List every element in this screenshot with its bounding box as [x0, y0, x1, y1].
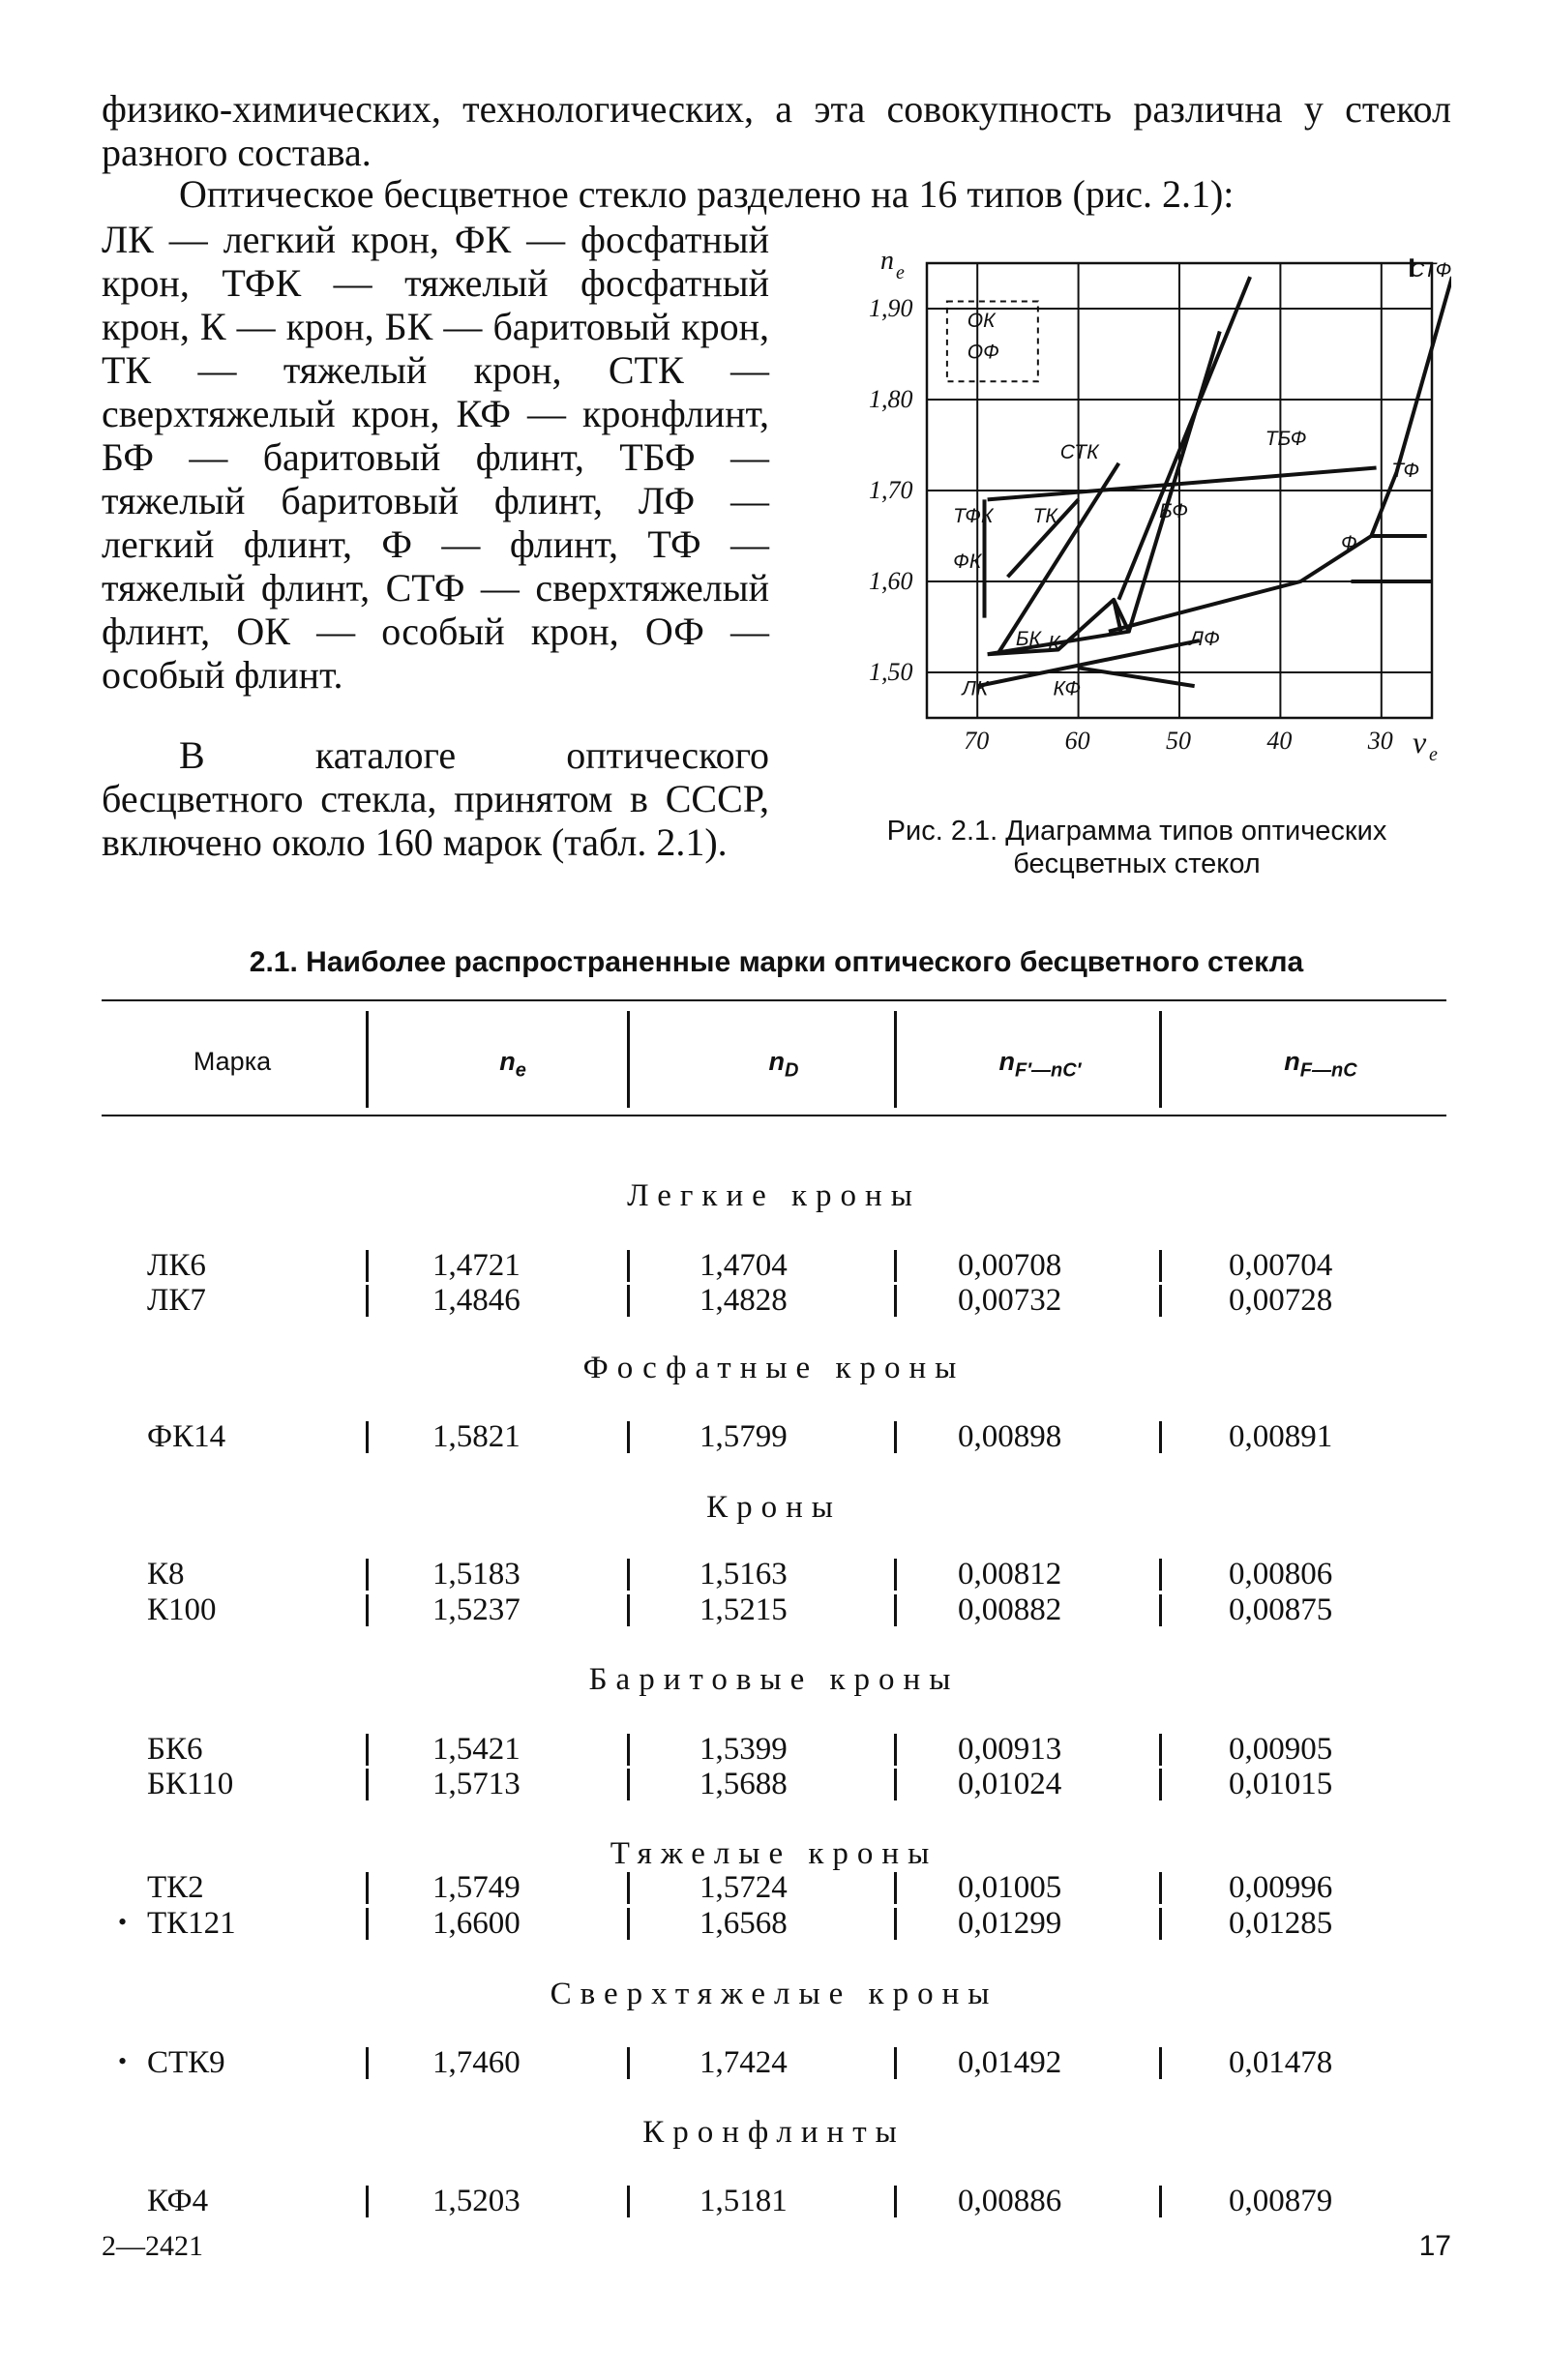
region-label: БК — [1015, 627, 1041, 650]
cell-nf-nc: 0,01478 — [1229, 2045, 1333, 2080]
header-nf-prime-minus-nc-prime: $n_{F'—nC'}$ — [998, 1047, 1082, 1082]
x-tick-label: 40 — [1266, 727, 1293, 755]
figure-glass-types-diagram — [822, 247, 1451, 788]
cell-nf-nc: 0,00905 — [1229, 1732, 1333, 1767]
group-title: Легкие кроны — [627, 1178, 921, 1213]
column-divider — [1159, 2047, 1162, 2079]
header-divider — [366, 1011, 369, 1108]
cell-nf-nc: 0,00996 — [1229, 1870, 1333, 1905]
cell-nd: 1,5688 — [700, 1767, 788, 1801]
cell-ne: 1,5421 — [432, 1732, 521, 1767]
cell-nf-nc: 0,01015 — [1229, 1767, 1333, 1801]
column-divider — [627, 2186, 630, 2217]
bullet-marker: • — [118, 1908, 128, 1936]
cell-nf-nc: 0,00704 — [1229, 1248, 1333, 1283]
column-divider — [894, 1421, 897, 1453]
header-divider — [1159, 1011, 1162, 1108]
cell-brand: БК6 — [147, 1732, 203, 1767]
header-divider — [894, 1011, 897, 1108]
region-boundary — [1118, 277, 1250, 600]
column-divider — [366, 1908, 369, 1940]
region-label: БФ — [1159, 500, 1189, 523]
cell-brand: БК110 — [147, 1767, 234, 1801]
column-divider — [627, 2047, 630, 2079]
column-divider — [1159, 1250, 1162, 1282]
cell-brand: К8 — [147, 1557, 185, 1592]
column-divider — [1159, 1559, 1162, 1591]
column-divider — [1159, 1872, 1162, 1904]
cell-ne: 1,4846 — [432, 1283, 521, 1318]
paragraph-types-intro: Оптическое бесцветное стекло разделено на 16 типов (рис. 2.1): — [179, 172, 1235, 216]
region-label: ОФ — [967, 341, 999, 364]
cell-nf-nc: 0,00728 — [1229, 1283, 1333, 1318]
cell-brand: КФ4 — [147, 2184, 209, 2218]
cell-brand: К100 — [147, 1592, 217, 1627]
column-divider — [1159, 1908, 1162, 1940]
column-divider — [1159, 1769, 1162, 1800]
cell-brand: ТК121 — [147, 1906, 236, 1941]
region-label: ТБФ — [1265, 428, 1307, 450]
cell-ne: 1,4721 — [432, 1248, 521, 1283]
region-boundary — [977, 640, 1200, 686]
column-divider — [366, 1559, 369, 1591]
cell-nf-prime-nc-prime: 0,01299 — [958, 1906, 1062, 1941]
cell-nf-prime-nc-prime: 0,00913 — [958, 1732, 1062, 1767]
cell-nd: 1,5163 — [700, 1557, 788, 1592]
x-tick-label: 50 — [1166, 727, 1191, 755]
column-divider — [894, 1769, 897, 1800]
cell-nf-nc: 0,00879 — [1229, 2184, 1333, 2218]
cell-nf-prime-nc-prime: 0,00708 — [958, 1248, 1062, 1283]
cell-nf-nc: 0,01285 — [1229, 1906, 1333, 1941]
region-label: ТФК — [953, 504, 994, 527]
column-divider — [366, 1285, 369, 1317]
column-divider — [627, 1769, 630, 1800]
cell-nd: 1,5215 — [700, 1592, 788, 1627]
column-divider — [366, 1872, 369, 1904]
cell-ne: 1,5183 — [432, 1557, 521, 1592]
cell-nd: 1,4828 — [700, 1283, 788, 1318]
region-label: ТК — [1032, 504, 1057, 527]
cell-nf-prime-nc-prime: 0,00882 — [958, 1592, 1062, 1627]
region-label: ЛК — [962, 677, 989, 700]
region-boundary — [988, 468, 1377, 500]
x-axis-label-sub: e — [1429, 744, 1438, 765]
cell-brand: ЛК6 — [147, 1248, 206, 1283]
cell-nd: 1,5724 — [700, 1870, 788, 1905]
column-divider — [366, 1769, 369, 1800]
x-tick-label: 30 — [1367, 727, 1393, 755]
y-tick-label: 1,90 — [869, 294, 913, 322]
column-divider — [894, 1285, 897, 1317]
region-label: Ф — [1341, 532, 1357, 555]
column-divider — [894, 1734, 897, 1766]
column-divider — [627, 1285, 630, 1317]
cell-brand: ЛК7 — [147, 1283, 206, 1318]
column-divider — [366, 1421, 369, 1453]
header-divider — [627, 1011, 630, 1108]
region-label: КФ — [1053, 677, 1082, 700]
cell-nd: 1,4704 — [700, 1248, 788, 1283]
cell-brand: ТК2 — [147, 1870, 204, 1905]
cell-nf-prime-nc-prime: 0,00812 — [958, 1557, 1062, 1592]
region-label: ЛФ — [1189, 627, 1220, 650]
column-divider — [366, 1594, 369, 1626]
footer-code: 2—2421 — [102, 2230, 203, 2262]
header-nd: $n_D$ — [768, 1047, 799, 1082]
column-divider — [627, 1250, 630, 1282]
bullet-marker: • — [118, 2047, 128, 2075]
column-divider — [894, 1559, 897, 1591]
column-divider — [894, 2186, 897, 2217]
group-title: Кроны — [706, 1490, 842, 1525]
region-label: ОК — [967, 309, 996, 332]
group-title: Тяжелые кроны — [610, 1836, 938, 1871]
group-title: Кронфлинты — [642, 2115, 906, 2150]
column-divider — [894, 1250, 897, 1282]
paragraph-catalog: В каталоге оптического бесцветного стекла, принятом в СССР, включено около 160 марок (табл. 2.1). — [102, 733, 769, 864]
cell-nd: 1,7424 — [700, 2045, 788, 2080]
paragraph-type-list: ЛК — легкий крон, ФК — фосфатный крон, ТФК — тяжелый фосфатный крон, К — крон, БК — баритовый крон, ТК — тяжелый крон, СТК — сверхтяжелый крон, КФ — кронфлинт, БФ — баритовый флинт, ТБФ — тяжелый баритовый флинт, ЛФ — легкий флинт, Ф — флинт, ТФ — тяжелый флинт, СТФ — сверхтяжелый флинт, ОК — особый крон, ОФ — особый флинт. — [102, 218, 769, 697]
cell-nf-prime-nc-prime: 0,00886 — [958, 2184, 1062, 2218]
header-ne: $n_e$ — [499, 1047, 526, 1082]
region-label: СТФ — [1410, 259, 1451, 283]
column-divider — [366, 1250, 369, 1282]
cell-nf-prime-nc-prime: 0,00732 — [958, 1283, 1062, 1318]
cell-brand: СТК9 — [147, 2045, 225, 2080]
cell-ne: 1,5749 — [432, 1870, 521, 1905]
region-label: ФК — [953, 550, 982, 573]
cell-nf-nc: 0,00891 — [1229, 1419, 1333, 1454]
region-label: К — [1048, 632, 1060, 655]
y-tick-label: 1,80 — [869, 385, 913, 413]
cell-nf-prime-nc-prime: 0,01005 — [958, 1870, 1062, 1905]
figure-caption: Рис. 2.1. Диаграмма типов оптических бесцветных стекол — [886, 816, 1387, 879]
column-divider — [366, 1734, 369, 1766]
y-tick-label: 1,60 — [869, 567, 913, 595]
page-number: 17 — [1418, 2230, 1451, 2262]
cell-ne: 1,5203 — [432, 2184, 521, 2218]
column-divider — [366, 2186, 369, 2217]
column-divider — [1159, 1734, 1162, 1766]
y-axis-label-sub: e — [896, 262, 905, 283]
cell-ne: 1,5237 — [432, 1592, 521, 1627]
cell-ne: 1,6600 — [432, 1906, 521, 1941]
cell-brand: ФК14 — [147, 1419, 226, 1454]
column-divider — [1159, 1421, 1162, 1453]
column-divider — [627, 1594, 630, 1626]
group-title: Фосфатные кроны — [582, 1351, 966, 1385]
cell-nf-prime-nc-prime: 0,00898 — [958, 1419, 1062, 1454]
x-axis-label: ν — [1413, 725, 1427, 759]
cell-nd: 1,5799 — [700, 1419, 788, 1454]
diagram-svg — [822, 247, 1451, 788]
region-label: СТК — [1059, 441, 1099, 464]
column-divider — [894, 1872, 897, 1904]
y-tick-label: 1,50 — [869, 658, 913, 686]
y-tick-label: 1,70 — [869, 476, 913, 504]
x-tick-label: 70 — [964, 727, 990, 755]
header-nf-minus-nc: $n_{F—nC}$ — [1284, 1047, 1357, 1082]
cell-nd: 1,5399 — [700, 1732, 788, 1767]
group-title: Сверхтяжелые кроны — [550, 1977, 998, 2011]
column-divider — [627, 1872, 630, 1904]
table-top-rule — [102, 999, 1446, 1001]
column-divider — [1159, 1285, 1162, 1317]
header-brand: Марка — [193, 1047, 272, 1076]
column-divider — [627, 1908, 630, 1940]
cell-ne: 1,5821 — [432, 1419, 521, 1454]
y-axis-label: n — [880, 247, 894, 276]
column-divider — [1159, 1594, 1162, 1626]
column-divider — [627, 1734, 630, 1766]
cell-nf-nc: 0,00806 — [1229, 1557, 1333, 1592]
cell-ne: 1,5713 — [432, 1767, 521, 1801]
column-divider — [894, 1908, 897, 1940]
cell-nf-prime-nc-prime: 0,01492 — [958, 2045, 1062, 2080]
paragraph-intro: физико-химических, технологических, а эта совокупность различна у стекол разного состава. — [102, 87, 1451, 174]
column-divider — [366, 2047, 369, 2079]
region-label: ТФ — [1391, 459, 1420, 482]
column-divider — [1159, 2186, 1162, 2217]
x-tick-label: 60 — [1064, 727, 1090, 755]
column-divider — [627, 1421, 630, 1453]
table-header-rule — [102, 1115, 1446, 1116]
column-divider — [894, 1594, 897, 1626]
group-title: Баритовые кроны — [588, 1662, 960, 1697]
table-caption: 2.1. Наиболее распространенные марки оптического бесцветного стекла — [249, 946, 1304, 978]
region-boundary — [1079, 668, 1195, 686]
cell-nd: 1,5181 — [700, 2184, 788, 2218]
cell-nd: 1,6568 — [700, 1906, 788, 1941]
column-divider — [894, 2047, 897, 2079]
cell-nf-prime-nc-prime: 0,01024 — [958, 1767, 1062, 1801]
column-divider — [627, 1559, 630, 1591]
cell-ne: 1,7460 — [432, 2045, 521, 2080]
cell-nf-nc: 0,00875 — [1229, 1592, 1333, 1627]
